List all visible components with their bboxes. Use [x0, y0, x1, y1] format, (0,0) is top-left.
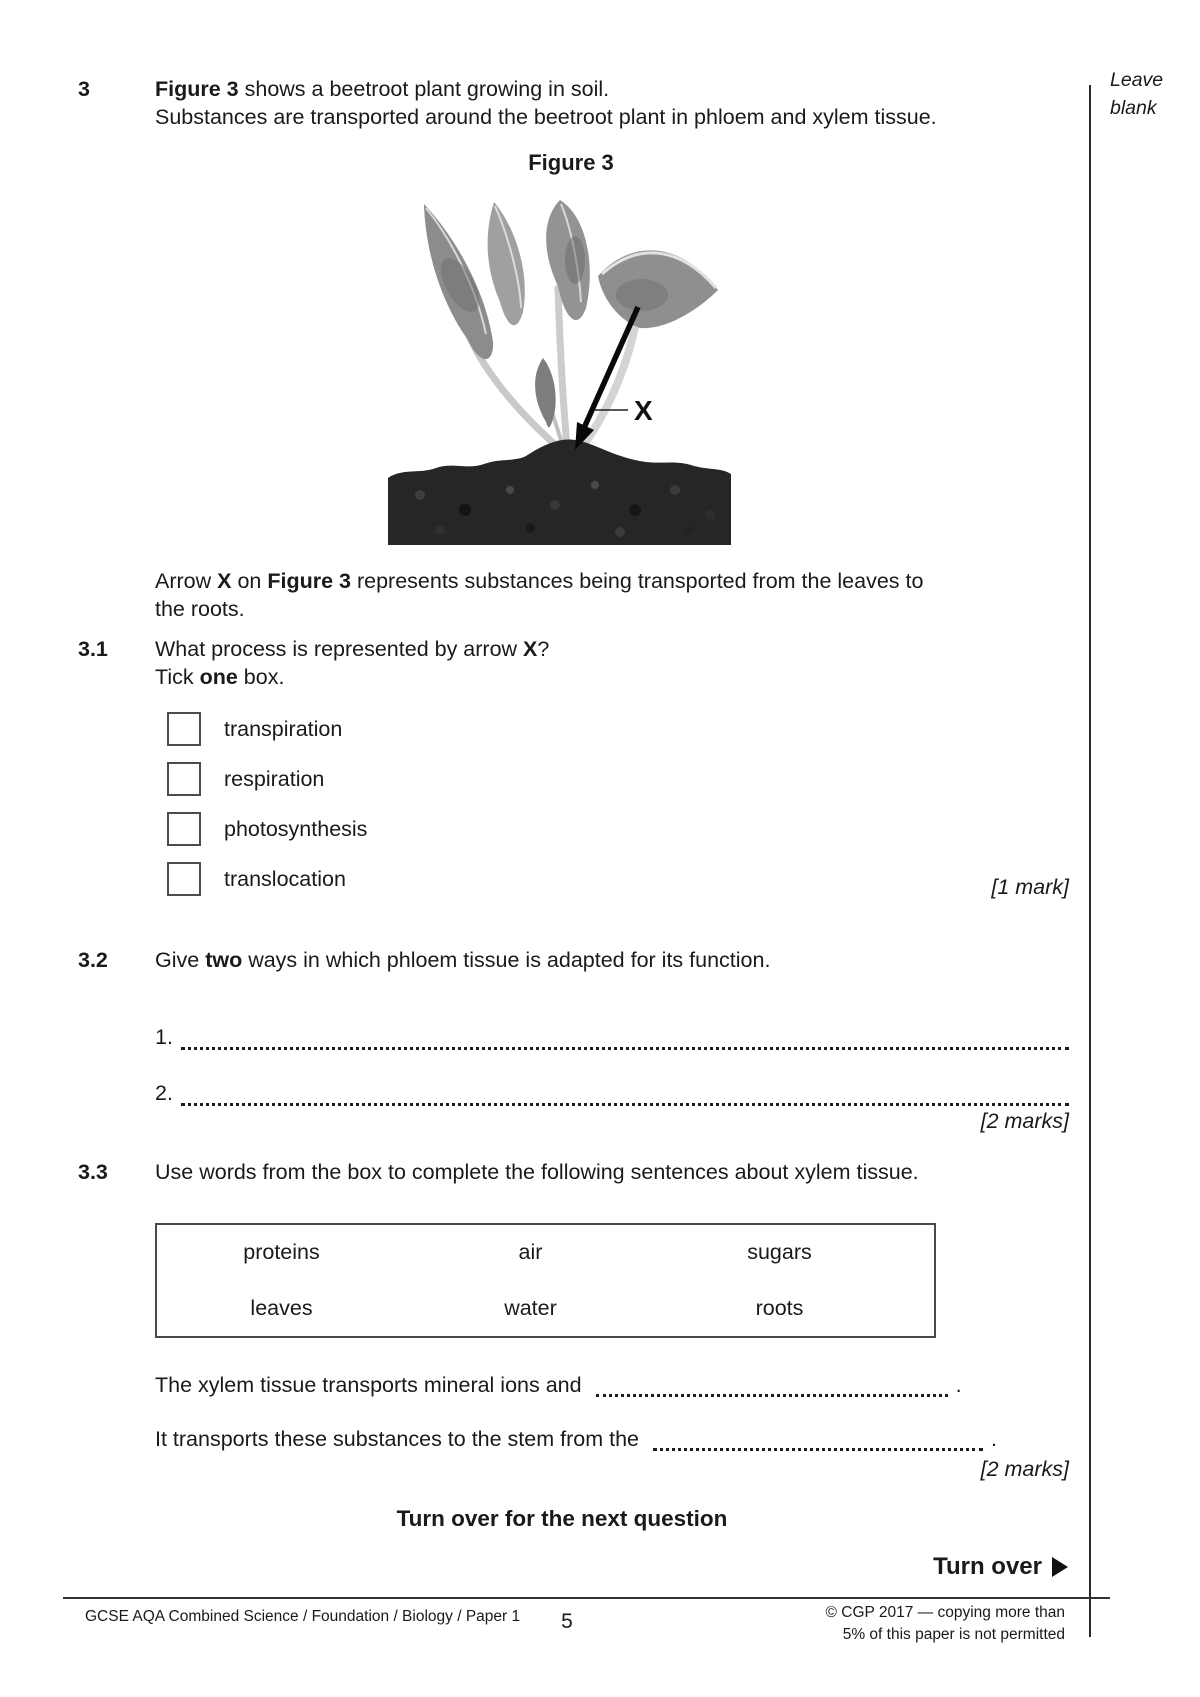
marks-3-2: [2 marks]	[980, 1109, 1069, 1133]
turn-over-label: Turn over	[933, 1553, 1042, 1580]
footer-rule	[63, 1597, 1110, 1599]
turn-over-indicator	[933, 1553, 1068, 1581]
intro-line-2: Substances are transported around the beetroot plant in phloem and xylem tissue.	[155, 104, 937, 129]
footer-copyright-line-2: 5% of this paper is not permitted	[842, 1626, 1065, 1643]
page-number: 5	[561, 1610, 573, 1633]
arrow-x	[575, 307, 653, 450]
answer-line-1-field[interactable]	[181, 1040, 1069, 1050]
question-number-3-1: 3.1	[78, 637, 108, 661]
question-3-1	[155, 636, 1070, 691]
footer-course-info: GCSE AQA Combined Science / Foundation / Biology / Paper 1	[85, 1608, 521, 1625]
option-label: photosynthesis	[224, 816, 368, 841]
word-box-word: leaves	[250, 1295, 313, 1320]
option-row-translocation	[167, 862, 367, 896]
intro-line-1: Figure 3 shows a beetroot plant growing in soil.	[155, 77, 610, 101]
question-number-3-2: 3.2	[78, 948, 108, 972]
answer-line-1-prefix: 1.	[155, 1025, 173, 1049]
sentence-2-period: .	[990, 1427, 997, 1451]
figure-image	[380, 190, 745, 545]
question-3-3	[155, 1159, 1070, 1187]
plant-leaves	[424, 200, 718, 427]
sentence-2-text: It transports these substances to the stem from the	[155, 1427, 639, 1451]
option-row-photosynthesis	[167, 812, 367, 846]
checkbox-respiration[interactable]	[167, 762, 201, 796]
checkbox-photosynthesis[interactable]	[167, 812, 201, 846]
option-row-transpiration	[167, 712, 367, 746]
footer-copyright-line-1: © CGP 2017 — copying more than	[825, 1604, 1065, 1621]
footer-copyright	[826, 1602, 1065, 1646]
arrow-paragraph	[155, 568, 1070, 623]
word-box-word: roots	[755, 1295, 804, 1320]
answer-line-2	[155, 1078, 1069, 1106]
word-box	[155, 1223, 936, 1338]
leave-blank-note: Leave blank	[1110, 69, 1164, 119]
answer-line-1	[155, 1022, 1069, 1050]
word-box-word: proteins	[243, 1240, 320, 1265]
option-label: transpiration	[224, 716, 343, 741]
checkbox-translocation[interactable]	[167, 862, 201, 896]
question-number-3-3: 3.3	[78, 1160, 108, 1184]
answer-line-2-prefix: 2.	[155, 1081, 173, 1105]
figure-title: Figure 3	[528, 150, 614, 175]
fill-in-sentence-1	[155, 1371, 962, 1399]
tick-options	[167, 712, 367, 912]
question-3-3-text: Use words from the box to complete the following sentences about xylem tissue.	[155, 1160, 919, 1184]
option-label: respiration	[224, 766, 325, 791]
margin-rule	[1089, 85, 1091, 1637]
question-number: 3	[78, 77, 90, 101]
arrow-para-line-2: the roots.	[155, 596, 245, 621]
question-intro	[155, 76, 1070, 131]
marks-3-1: [1 mark]	[991, 875, 1069, 899]
option-label: translocation	[224, 866, 346, 891]
turn-over-next-note: Turn over for the next question	[396, 1506, 728, 1531]
fill-in-sentence-2	[155, 1425, 997, 1453]
sentence-1-blank[interactable]	[596, 1385, 948, 1397]
word-box-word: air	[518, 1240, 543, 1265]
question-3-2-text: Give two ways in which phloem tissue is adapted for its function.	[155, 948, 771, 972]
word-box-word: sugars	[747, 1240, 812, 1265]
soil	[388, 439, 731, 545]
marks-3-3: [2 marks]	[980, 1457, 1069, 1481]
turn-over-arrow-icon	[1052, 1557, 1068, 1577]
arrow-para-line-1: Arrow X on Figure 3 represents substances being transported from the leaves to	[155, 569, 924, 593]
tick-instruction: Tick one box.	[155, 664, 285, 689]
plant-stems	[470, 288, 638, 458]
word-box-word: water	[504, 1295, 557, 1320]
checkbox-transpiration[interactable]	[167, 712, 201, 746]
sentence-1-text: The xylem tissue transports mineral ions and	[155, 1373, 582, 1397]
sentence-2-blank[interactable]	[653, 1439, 983, 1451]
question-3-2	[155, 947, 1070, 975]
answer-line-2-field[interactable]	[181, 1096, 1069, 1106]
question-3-1-text: What process is represented by arrow X?	[155, 637, 550, 661]
option-row-respiration	[167, 762, 367, 796]
beetroot-plant-figure	[380, 190, 745, 545]
sentence-1-period: .	[955, 1373, 962, 1397]
x-label: X	[634, 395, 653, 426]
